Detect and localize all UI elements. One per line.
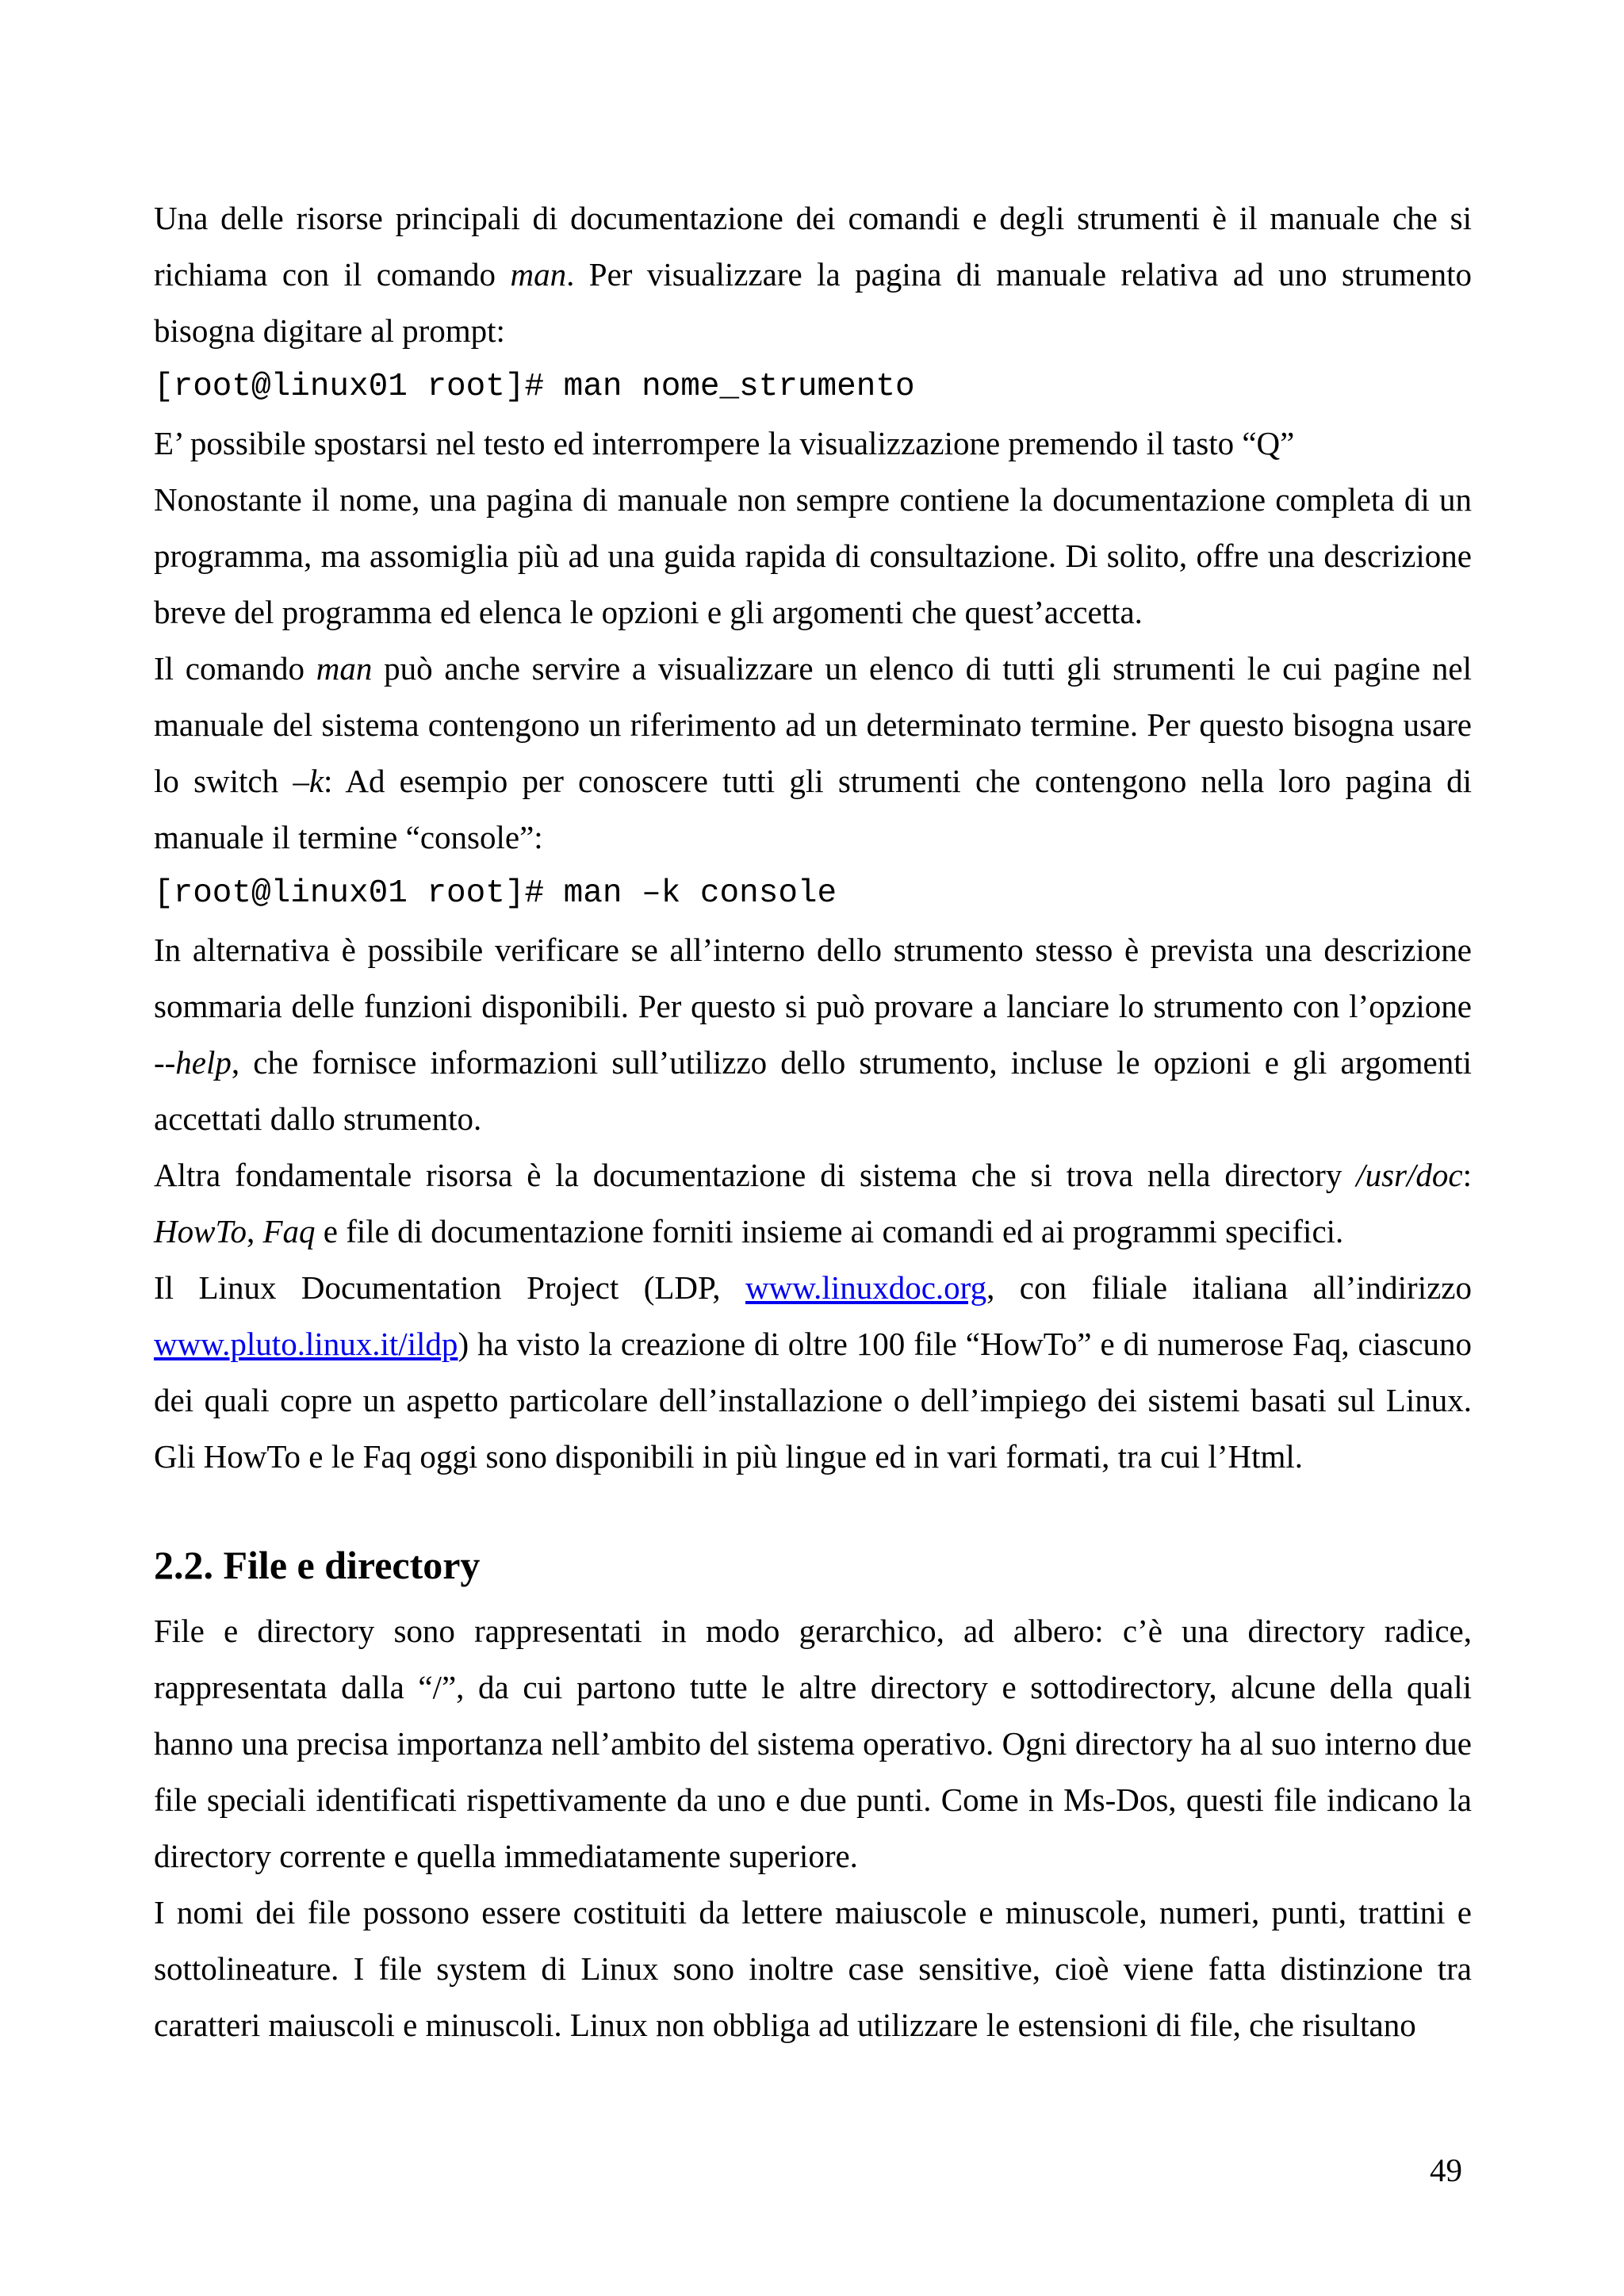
paragraph <box>154 1260 1472 1485</box>
text-run: [root@linux01 root]# man –k console <box>154 875 837 912</box>
paragraph <box>154 1885 1472 2053</box>
hyperlink[interactable]: www.pluto.linux.it/ildp <box>154 1326 458 1362</box>
section-heading: 2.2. File e directory <box>154 1543 481 1587</box>
emphasis-text: –k <box>293 763 324 799</box>
text-run: E’ possibile spostarsi nel testo ed interrompere la visualizzazione premendo il tasto “Q” <box>154 425 1295 461</box>
emphasis-text: /usr/doc <box>1356 1157 1463 1193</box>
text-run: Nonostante il nome, una pagina di manuale non sempre contiene la documentazione completa di un programma, ma assomiglia più ad una guida rapida di consultazione. Di solito, offre una descrizione breve del programma ed elenca le opzioni e gli argomenti che quest’accetta. <box>154 481 1472 630</box>
hyperlink[interactable]: www.linuxdoc.org <box>745 1269 987 1306</box>
emphasis-text: man <box>316 650 373 687</box>
emphasis-text: HowTo <box>154 1213 247 1249</box>
paragraph <box>154 922 1472 1147</box>
text-run: , che fornisce informazioni sull’utilizzo dello strumento, incluse le opzioni e gli argomenti accettati dallo strumento. <box>154 1044 1472 1137</box>
text-run: In alternativa è possibile verificare se all’interno dello strumento stesso è prevista una descrizione sommaria delle funzioni disponibili. Per questo si può provare a lanciare lo strumento con l’opzione <box>154 932 1472 1024</box>
paragraph <box>154 415 1472 472</box>
emphasis-text: Faq <box>262 1213 316 1249</box>
paragraph <box>154 190 1472 359</box>
emphasis-text: --help <box>154 1044 232 1081</box>
text-run: Il comando <box>154 650 316 687</box>
text-run: File e directory sono rappresentati in modo gerarchico, ad albero: c’è una directory radice, rappresentata dalla “/”, da cui partono tutte le altre directory e sottodirectory, alcune della quali hanno una precisa importanza nell’ambito del sistema operativo. Ogni directory ha al suo interno due file speciali identificati rispettivamente da uno e due punti. Come in Ms-Dos, questi file indicano la directory corrente e quella immediatamente superiore. <box>154 1613 1472 1874</box>
paragraph <box>154 472 1472 641</box>
terminal-command-line <box>154 359 1472 415</box>
text-run: Il Linux Documentation Project (LDP, <box>154 1269 746 1306</box>
document-body <box>154 190 1472 2053</box>
text-run: : Ad esempio per conoscere tutti gli strumenti che contengono nella loro pagina di manuale il termine “console”: <box>154 763 1472 855</box>
emphasis-text: man <box>510 256 567 293</box>
text-run: , <box>247 1213 263 1249</box>
text-run: I nomi dei file possono essere costituiti da lettere maiuscole e minuscole, numeri, punti, trattini e sottolineature. I file system di Linux sono inoltre case sensitive, cioè viene fatta distinzione tra caratteri maiuscoli e minuscoli. Linux non obbliga ad utilizzare le estensioni di file, che risultano <box>154 1894 1472 2043</box>
paragraph <box>154 1603 1472 1885</box>
text-run: : <box>1462 1157 1472 1193</box>
text-run: , con filiale italiana all’indirizzo <box>986 1269 1472 1306</box>
text-run: Altra fondamentale risorsa è la documentazione di sistema che si trova nella directory <box>154 1157 1357 1193</box>
page-number: 49 <box>1430 2152 1462 2188</box>
text-run: Una delle risorse principali di documentazione dei comandi e degli strumenti è il manuale che si richiama con il comando <box>154 200 1472 293</box>
text-run: ) ha visto la creazione di oltre 100 file “HowTo” e di numerose Faq, ciascuno dei quali copre un aspetto particolare dell’installazione o dell’impiego dei sistemi basati sul Linux. Gli HowTo e le Faq oggi sono disponibili in più lingue ed in vari formati, tra cui l’Html. <box>154 1326 1472 1475</box>
text-run: . Per visualizzare la pagina di manuale relativa ad uno strumento bisogna digitare al prompt: <box>154 256 1472 349</box>
text-run: può anche servire a visualizzare un elenco di tutti gli strumenti le cui pagine nel manuale del sistema contengono un riferimento ad un determinato termine. Per questo bisogna usare lo switch <box>154 650 1472 799</box>
paragraph <box>154 1147 1472 1260</box>
terminal-command-line <box>154 866 1472 922</box>
text-run: e file di documentazione forniti insieme ai comandi ed ai programmi specifici. <box>315 1213 1344 1249</box>
text-run: [root@linux01 root]# man nome_strumento <box>154 369 915 405</box>
paragraph <box>154 641 1472 866</box>
